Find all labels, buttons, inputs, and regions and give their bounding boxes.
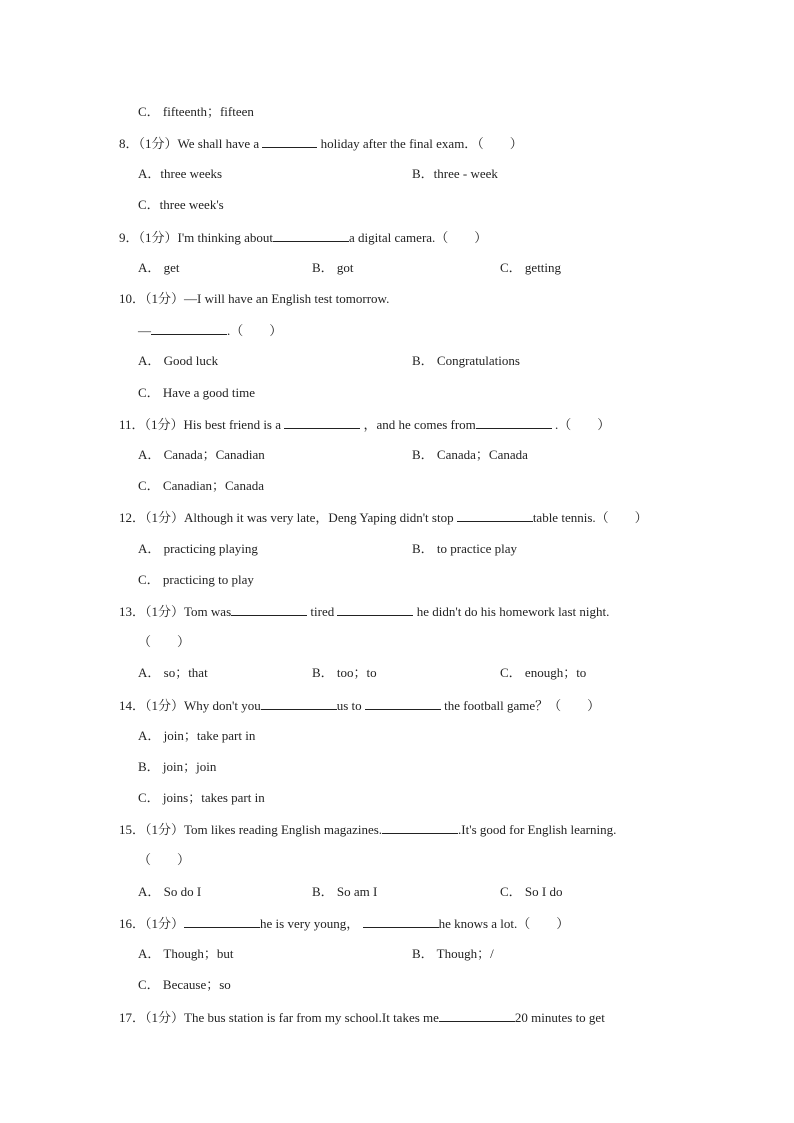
q11-text-c: .（ ） — [555, 417, 611, 432]
q9-option-b: B． got — [312, 260, 354, 275]
question-9 — [119, 229, 487, 246]
q10-response-line — [138, 322, 282, 339]
q8-text-b: holiday after the final exam．（ ） — [320, 136, 523, 151]
q8-number: 8．（1分） — [119, 136, 178, 151]
q16-blank-1[interactable] — [184, 915, 260, 928]
q10-number: 10．（1分） — [119, 291, 185, 306]
q12-option-c: C． practicing to play — [138, 572, 254, 587]
question-15 — [119, 821, 616, 838]
q15-option-b: B． So am I — [312, 884, 378, 899]
q15-text-a: Tom likes reading English magazines. — [184, 822, 383, 837]
q15-paren: （ ） — [138, 852, 191, 867]
q17-text-a: The bus station is far from my school.It takes me — [184, 1010, 439, 1025]
q12-text-b: table tennis.（ ） — [532, 510, 648, 525]
q12-text-a: Although it was very late，Deng Yaping didn't stop — [184, 510, 454, 525]
question-17 — [119, 1009, 605, 1026]
q16-option-c: C． Because；so — [138, 977, 231, 992]
q13-text-a: Tom was — [184, 604, 232, 619]
q15-option-c: C． So I do — [500, 884, 563, 899]
q14-option-a: A． join；take part in — [138, 728, 256, 743]
q11-text-a: His best friend is a — [183, 417, 282, 432]
question-14 — [119, 697, 600, 714]
q11-option-a: A． Canada；Canadian — [138, 447, 265, 462]
q14-text-b: us to — [336, 698, 362, 713]
q9-option-a: A． get — [138, 260, 180, 275]
q12-option-b: B． to practice play — [412, 541, 518, 556]
q10-option-a: A． Good luck — [138, 353, 219, 368]
q8-option-b: B．three - week — [412, 166, 498, 181]
q10-text: —I will have an English test tomorrow. — [184, 291, 390, 306]
q11-blank-2[interactable] — [476, 416, 552, 429]
q10-blank[interactable] — [151, 322, 227, 335]
q12-blank[interactable] — [457, 509, 533, 522]
q8-blank[interactable] — [262, 135, 317, 148]
q15-option-a: A． So do I — [138, 884, 202, 899]
q13-paren: （ ） — [138, 634, 191, 649]
q14-option-c: C． joins；takes part in — [138, 790, 265, 805]
q10-paren: .（ ） — [227, 323, 283, 338]
q9-text-b: a digital camera.（ ） — [349, 230, 488, 245]
q13-number: 13．（1分） — [119, 604, 185, 619]
q9-blank[interactable] — [273, 229, 349, 242]
q11-option-c: C． Canadian；Canada — [138, 478, 264, 493]
q10-dash: — — [138, 323, 151, 338]
q16-option-b: B． Though；/ — [412, 946, 494, 961]
question-16 — [119, 915, 569, 932]
q7-option-c: C． fifteenth；fifteen — [138, 104, 254, 119]
q13-blank-2[interactable] — [337, 603, 413, 616]
q14-blank-2[interactable] — [365, 697, 441, 710]
q14-text-c: the football game？（ ） — [444, 698, 601, 713]
q16-text-b: he knows a lot.（ ） — [438, 916, 570, 931]
q10-option-b: B． Congratulations — [412, 353, 520, 368]
q13-blank-1[interactable] — [231, 603, 307, 616]
question-8 — [119, 135, 523, 152]
q14-blank-1[interactable] — [261, 697, 337, 710]
q13-text-c: he didn't do his homework last night. — [416, 604, 610, 619]
q15-number: 15．（1分） — [119, 822, 185, 837]
q14-option-b: B． join；join — [138, 759, 217, 774]
q16-text-a: he is very young， — [260, 916, 360, 931]
q13-option-c: C． enough；to — [500, 665, 587, 680]
question-13 — [119, 603, 609, 620]
q9-number: 9．（1分） — [119, 230, 178, 245]
question-10 — [119, 291, 389, 307]
q11-option-b: B． Canada；Canada — [412, 447, 528, 462]
q8-text-a: We shall have a — [177, 136, 260, 151]
q9-option-c: C． getting — [500, 260, 562, 275]
q17-text-b: 20 minutes to get — [514, 1010, 605, 1025]
q9-text-a: I'm thinking about — [177, 230, 274, 245]
q10-option-c: C． Have a good time — [138, 385, 255, 400]
q8-option-c: C．three week's — [138, 197, 224, 212]
question-12 — [119, 509, 648, 526]
q11-number: 11．（1分） — [119, 417, 184, 432]
q13-option-a: A． so；that — [138, 665, 208, 680]
q14-number: 14．（1分） — [119, 698, 185, 713]
q12-number: 12．（1分） — [119, 510, 185, 525]
q17-blank[interactable] — [439, 1009, 515, 1022]
question-11 — [119, 416, 610, 433]
q15-text-b: .It's good for English learning. — [458, 822, 617, 837]
q16-blank-2[interactable] — [363, 915, 439, 928]
q16-option-a: A． Though；but — [138, 946, 234, 961]
q13-option-b: B． too；to — [312, 665, 377, 680]
q11-blank-1[interactable] — [284, 416, 360, 429]
q12-option-a: A． practicing playing — [138, 541, 258, 556]
q14-text-a: Why don't you — [184, 698, 261, 713]
q8-option-a: A．three weeks — [138, 166, 223, 181]
q13-text-b: tired — [310, 604, 335, 619]
q17-number: 17．（1分） — [119, 1010, 185, 1025]
q11-text-b: ，and he comes from — [363, 417, 476, 432]
q16-number: 16．（1分） — [119, 916, 185, 931]
q15-blank[interactable] — [382, 821, 458, 834]
